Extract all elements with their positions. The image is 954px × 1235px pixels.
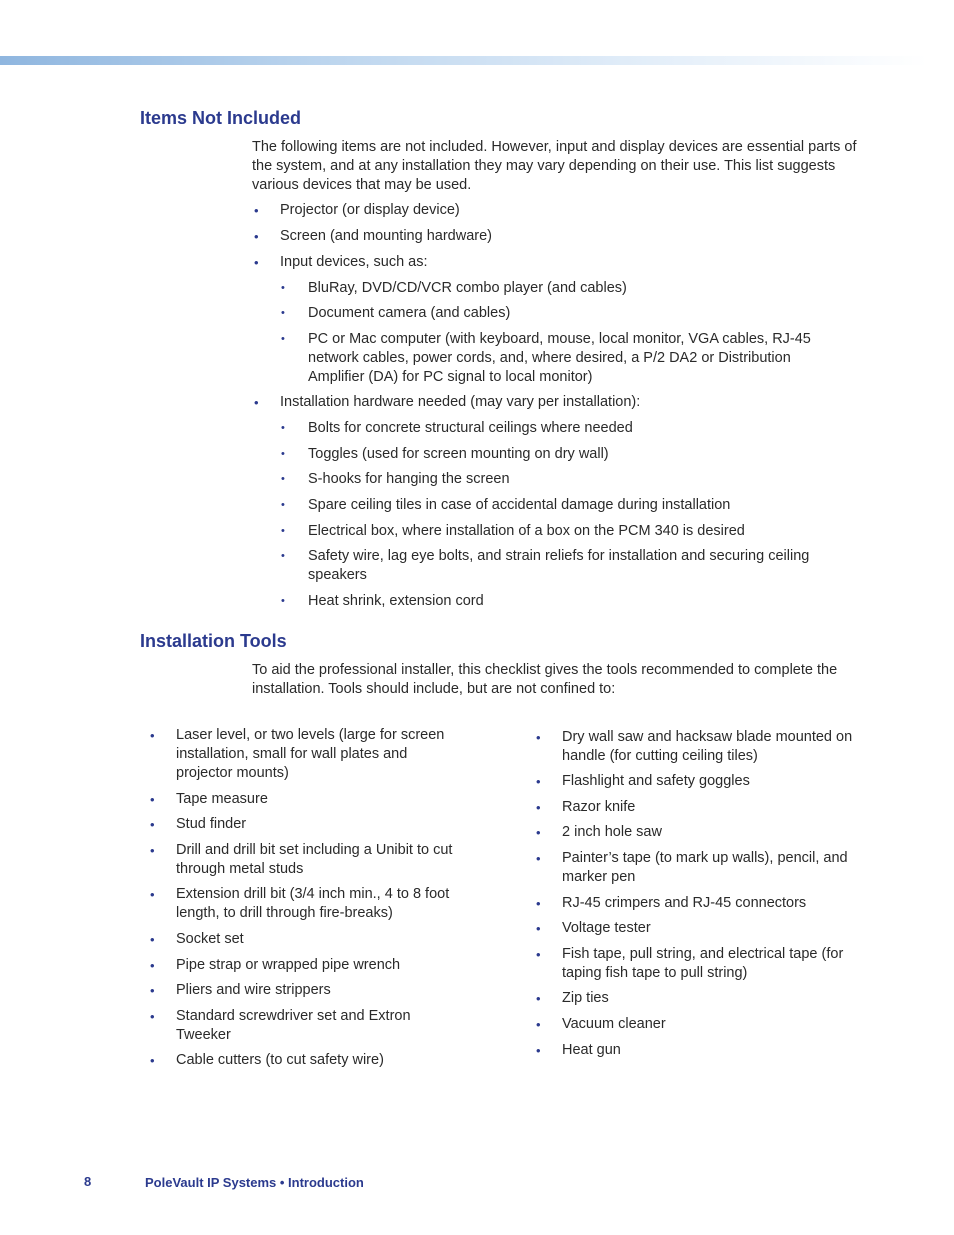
tool-item: • Standard screwdriver set and Extron Tweeker	[176, 1007, 456, 1045]
tool-item: • Pliers and wire strippers	[176, 981, 456, 1000]
list-item: • BluRay, DVD/CD/VCR combo player (and cables)	[308, 279, 848, 298]
tool-item: • Zip ties	[562, 989, 862, 1008]
tool-item: • Extension drill bit (3/4 inch min., 4 to 8 foot length, to drill through fire-breaks)	[176, 885, 456, 923]
tool-item: • Voltage tester	[562, 919, 862, 938]
section-intro: The following items are not included. However, input and display devices are essential parts of the system, and at any installation they may vary depending on their use. This list suggests various devices that may be used.	[252, 139, 857, 193]
tool-item: • Drill and drill bit set including a Unibit to cut through metal studs	[176, 841, 456, 879]
page-number: 8	[84, 1174, 92, 1189]
tool-item: • 2 inch hole saw	[562, 823, 862, 842]
tool-item: • Flashlight and safety goggles	[562, 772, 862, 791]
tool-item: • Pipe strap or wrapped pipe wrench	[176, 956, 456, 975]
tool-item: • Cable cutters (to cut safety wire)	[176, 1051, 456, 1070]
footer-title: PoleVault IP Systems • Introduction	[145, 1175, 364, 1190]
list-item: • Installation hardware needed (may vary per installation):	[280, 393, 855, 412]
list-item: • Toggles (used for screen mounting on dry wall)	[308, 445, 848, 464]
list-item: • Document camera (and cables)	[308, 304, 848, 323]
tool-item: • Razor knife	[562, 798, 862, 817]
tool-item: • Laser level, or two levels (large for screen installation, small for wall plates and projector mounts)	[176, 726, 456, 783]
tool-item: • Socket set	[176, 930, 456, 949]
tool-item: • Heat gun	[562, 1041, 862, 1060]
list-item: • Screen (and mounting hardware)	[280, 227, 855, 246]
list-item: • S-hooks for hanging the screen	[308, 470, 848, 489]
tool-item: • Dry wall saw and hacksaw blade mounted on handle (for cutting ceiling tiles)	[562, 728, 862, 766]
list-item: • Projector (or display device)	[280, 201, 855, 220]
list-item: • Spare ceiling tiles in case of accidental damage during installation	[308, 496, 848, 515]
tool-item: • Vacuum cleaner	[562, 1015, 862, 1034]
header-band	[0, 56, 928, 65]
list-item: • Safety wire, lag eye bolts, and strain reliefs for installation and securing ceiling speakers	[308, 547, 848, 585]
section-intro: To aid the professional installer, this checklist gives the tools recommended to complete the installation. Tools should include, but are not confined to:	[252, 662, 838, 697]
list-item: • Electrical box, where installation of a box on the PCM 340 is desired	[308, 522, 848, 541]
tool-item: • Fish tape, pull string, and electrical tape (for taping fish tape to pull string)	[562, 945, 862, 983]
tool-item: • Stud finder	[176, 815, 456, 834]
tool-item: • RJ-45 crimpers and RJ-45 connectors	[562, 894, 862, 913]
list-item: • Heat shrink, extension cord	[308, 592, 848, 611]
tool-item: • Tape measure	[176, 790, 456, 809]
list-item: • PC or Mac computer (with keyboard, mouse, local monitor, VGA cables, RJ-45 network cables, power cords, and, where desired, a P/2 DA2 or Distribution Amplifier (DA) for PC signal to local monitor)	[308, 330, 848, 387]
section-heading-installation-tools: Installation Tools	[140, 631, 287, 651]
section-heading-items-not-included: Items Not Included	[140, 108, 302, 128]
list-item: • Input devices, such as:	[280, 253, 855, 272]
tool-item: • Painter’s tape (to mark up walls), pencil, and marker pen	[562, 849, 862, 887]
list-item: • Bolts for concrete structural ceilings where needed	[308, 419, 848, 438]
